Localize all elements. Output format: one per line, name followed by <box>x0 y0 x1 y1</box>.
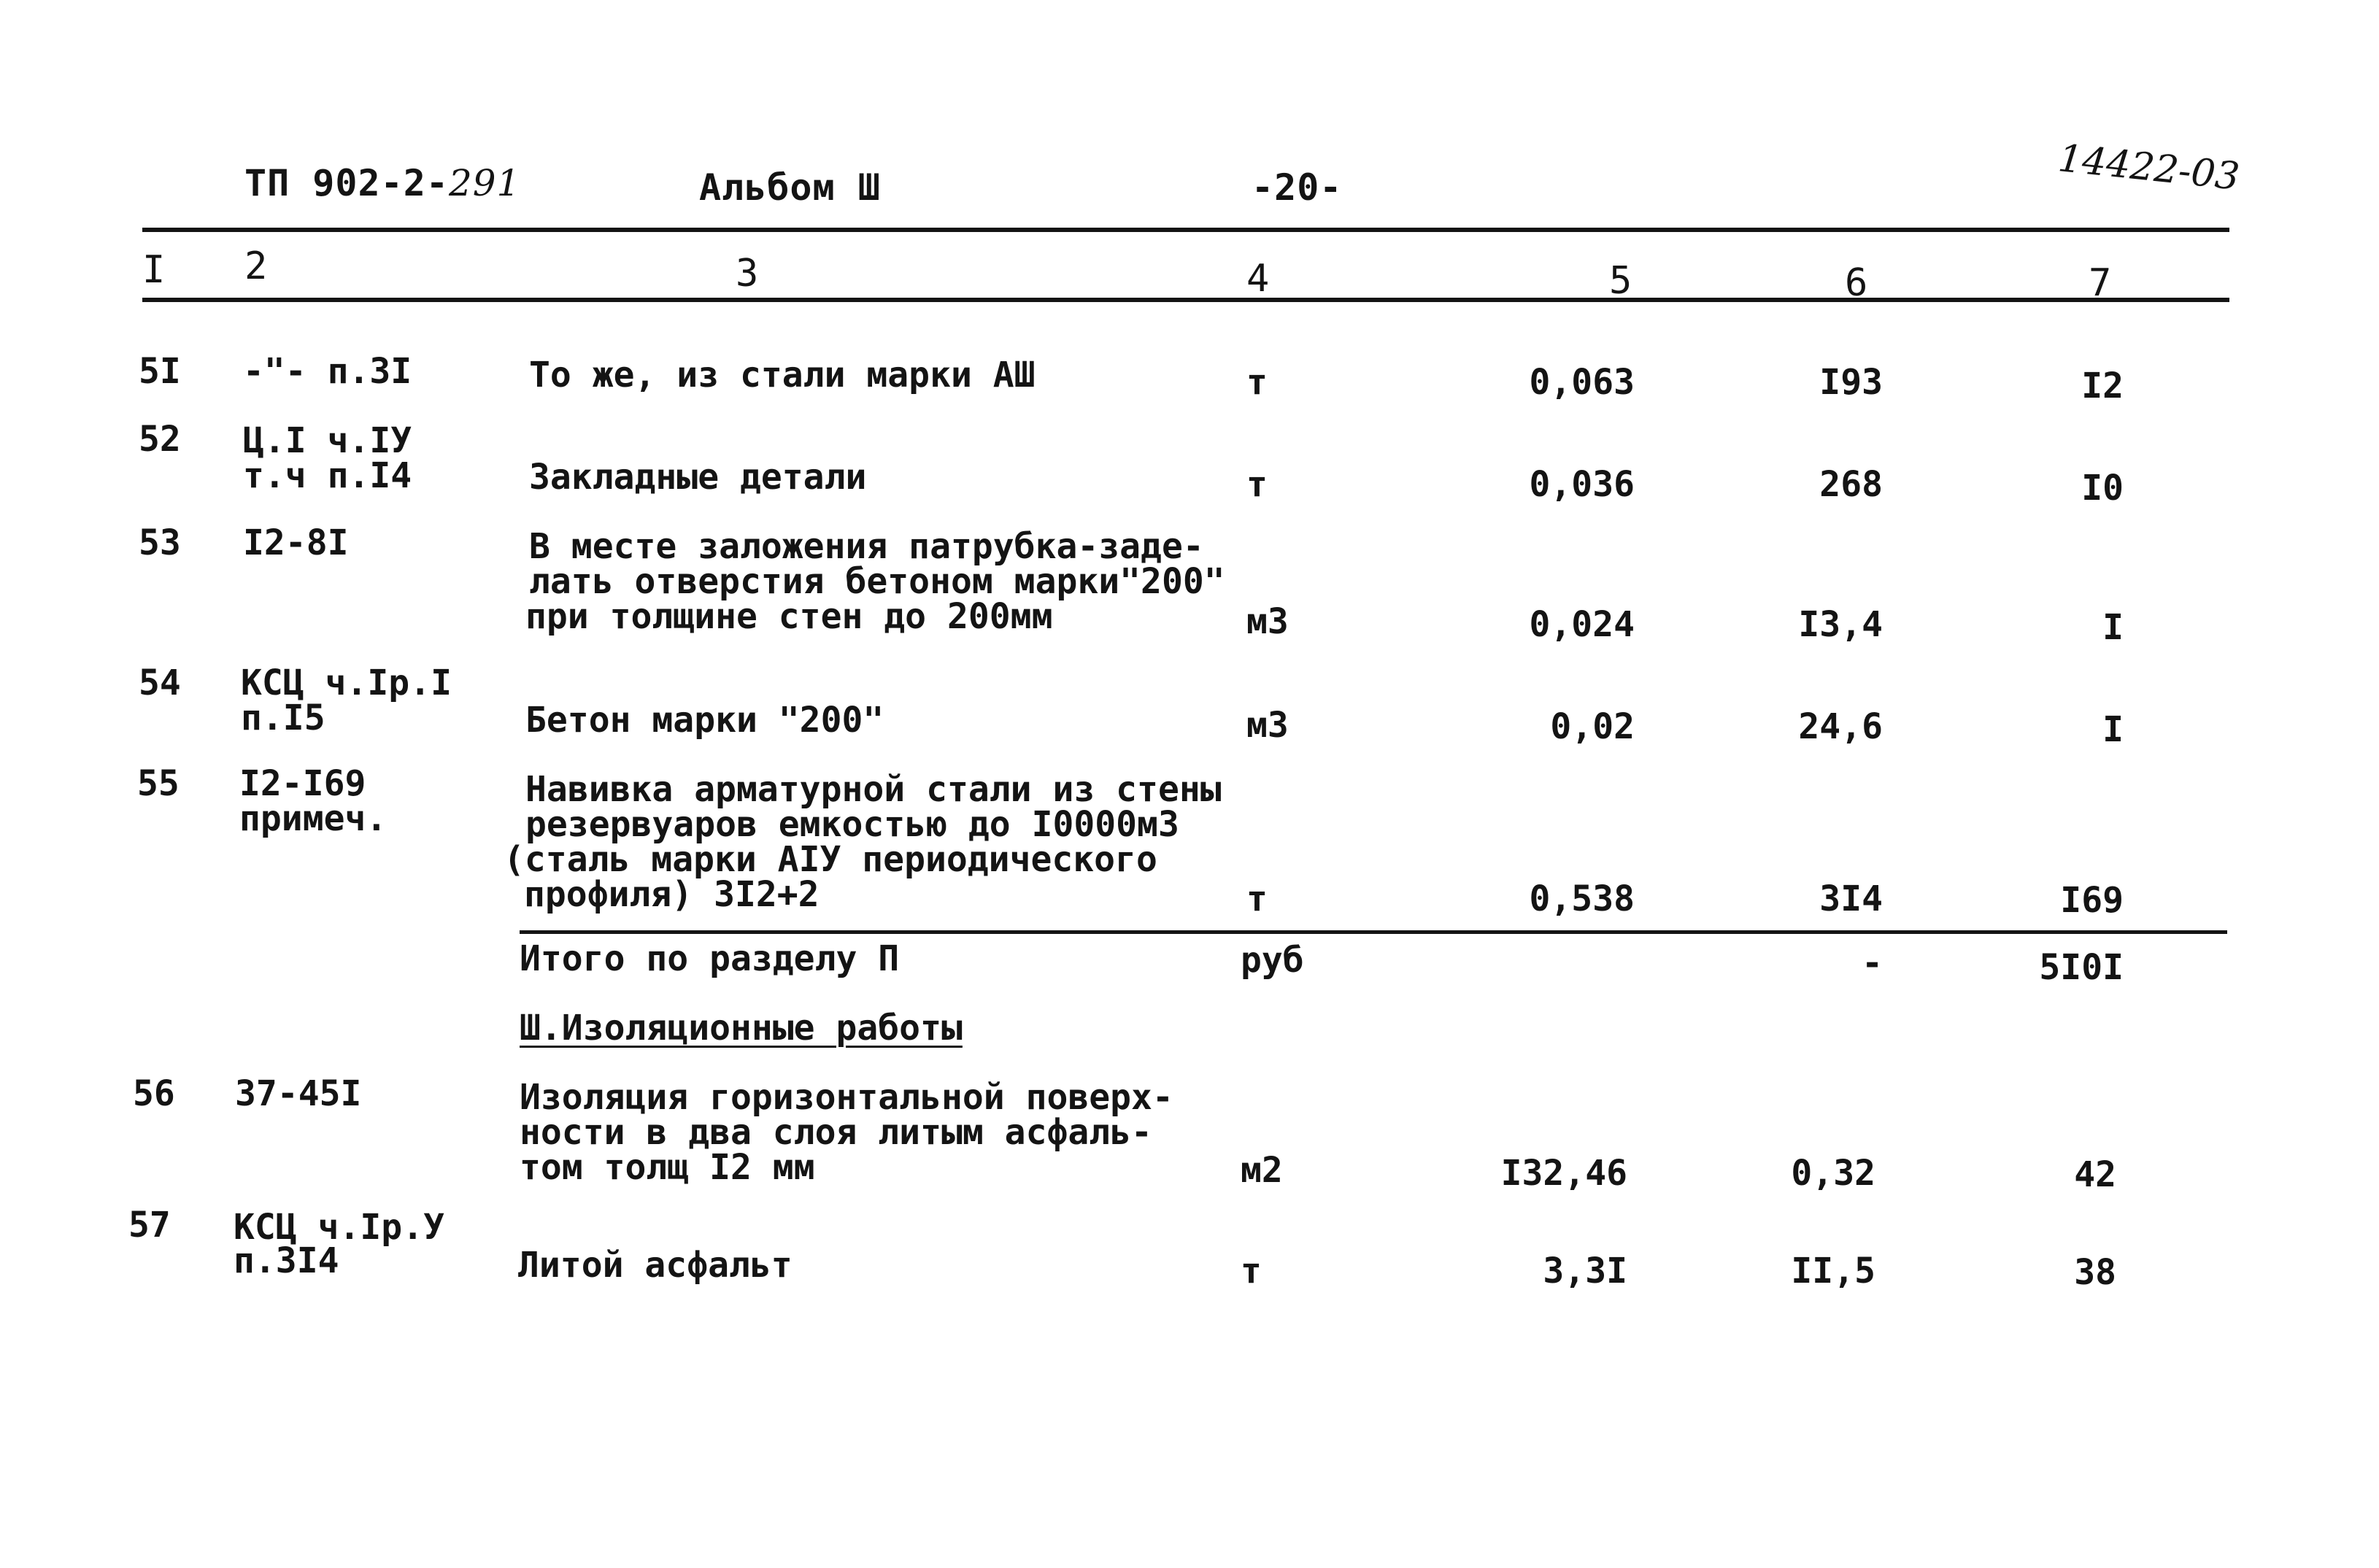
row-number: 55 <box>137 763 180 804</box>
row-reference: -"- п.3I <box>243 351 412 392</box>
row-number: 5I <box>139 351 181 392</box>
row-total: I <box>2102 607 2124 648</box>
row-description: То же, из стали марки АШ <box>529 355 1036 395</box>
row-total: I0 <box>2081 468 2124 509</box>
header-rule-bottom <box>142 298 2229 302</box>
row-reference: примеч. <box>239 798 387 839</box>
row-reference: п.I5 <box>241 698 325 738</box>
row-number: 53 <box>139 522 181 563</box>
row-reference: 37-45I <box>235 1073 362 1114</box>
row-number: 54 <box>139 663 181 703</box>
doc-code-prefix: ТП 902-2- <box>244 162 449 204</box>
subtotal-price: - <box>1862 943 1883 984</box>
row-description: (сталь марки АIУ периодического <box>504 839 1157 880</box>
doc-code-handwritten: 291 <box>448 162 521 204</box>
row-quantity: 3,3I <box>1543 1251 1627 1291</box>
row-unit: т <box>1246 362 1268 403</box>
row-description: Изоляция горизонтальной поверх- <box>520 1077 1173 1118</box>
row-description: Бетон марки "200" <box>525 700 884 741</box>
column-number-3: 3 <box>736 252 759 296</box>
row-description: лать отверстия бетоном марки"200" <box>529 561 1225 602</box>
archive-number: 14422-03 <box>2056 136 2242 199</box>
subtotal-unit: руб <box>1241 940 1304 981</box>
row-description: профиля) 3I2+2 <box>524 874 820 915</box>
page-number: -20- <box>1252 166 1343 209</box>
row-total: I2 <box>2081 366 2124 406</box>
album-label: Альбом Ш <box>699 166 881 209</box>
row-description: ности в два слоя литым асфаль- <box>520 1112 1152 1153</box>
column-number-1: I <box>142 248 166 292</box>
column-number-5: 5 <box>1609 259 1632 303</box>
row-unit-price: I93 <box>1819 362 1883 403</box>
row-quantity: I32,46 <box>1500 1153 1627 1194</box>
subtotal-rule <box>520 930 2227 934</box>
column-number-4: 4 <box>1246 257 1270 301</box>
row-reference: КСЦ ч.Iр.У <box>234 1207 444 1248</box>
row-description: резервуаров емкостью до I0000м3 <box>525 804 1179 845</box>
row-total: 38 <box>2074 1252 2116 1293</box>
row-description: Закладные детали <box>529 457 867 498</box>
row-unit-price: II,5 <box>1791 1251 1875 1291</box>
row-unit-price: 24,6 <box>1798 706 1883 747</box>
row-reference: п.3I4 <box>234 1240 339 1281</box>
row-description: при толщине стен до 200мм <box>525 596 1053 637</box>
row-unit: м3 <box>1246 601 1289 642</box>
row-unit-price: 268 <box>1819 464 1883 505</box>
subtotal-total: 5I0I <box>2039 947 2124 988</box>
row-description: В месте заложения патрубка-заде- <box>529 526 1204 567</box>
row-reference: т.ч п.I4 <box>243 455 412 496</box>
row-unit-price: I3,4 <box>1798 604 1883 645</box>
row-unit: т <box>1246 878 1268 919</box>
subtotal-label: Итого по разделу П <box>520 938 900 979</box>
column-number-6: 6 <box>1845 261 1868 305</box>
row-quantity: 0,538 <box>1529 878 1635 919</box>
row-reference: Ц.I ч.IУ <box>243 420 412 461</box>
row-unit: т <box>1241 1251 1262 1291</box>
row-unit: м2 <box>1241 1150 1283 1191</box>
row-unit: т <box>1246 464 1268 505</box>
row-total: I <box>2102 709 2124 750</box>
row-description: том толщ I2 мм <box>520 1147 815 1188</box>
section-heading: Ш.Изоляционные работы <box>520 1008 963 1048</box>
row-reference: I2-8I <box>243 522 349 563</box>
row-quantity: 0,063 <box>1529 362 1635 403</box>
column-number-7: 7 <box>2089 261 2112 305</box>
column-number-2: 2 <box>244 244 268 288</box>
row-reference: I2-I69 <box>239 763 366 804</box>
row-total: 42 <box>2074 1154 2116 1195</box>
header-rule-top <box>142 228 2229 232</box>
row-reference: КСЦ ч.Iр.I <box>241 663 452 703</box>
row-description: Литой асфальт <box>518 1245 793 1286</box>
row-quantity: 0,024 <box>1529 604 1635 645</box>
row-quantity: 0,02 <box>1550 706 1635 747</box>
row-number: 57 <box>128 1205 171 1245</box>
row-unit-price: 3I4 <box>1819 878 1883 919</box>
row-unit: м3 <box>1246 705 1289 746</box>
row-number: 56 <box>133 1073 175 1114</box>
row-number: 52 <box>139 419 181 460</box>
row-description: Навивка арматурной стали из стены <box>525 769 1222 810</box>
doc-code <box>244 162 520 204</box>
row-total: I69 <box>2060 880 2124 921</box>
row-quantity: 0,036 <box>1529 464 1635 505</box>
row-unit-price: 0,32 <box>1791 1153 1875 1194</box>
